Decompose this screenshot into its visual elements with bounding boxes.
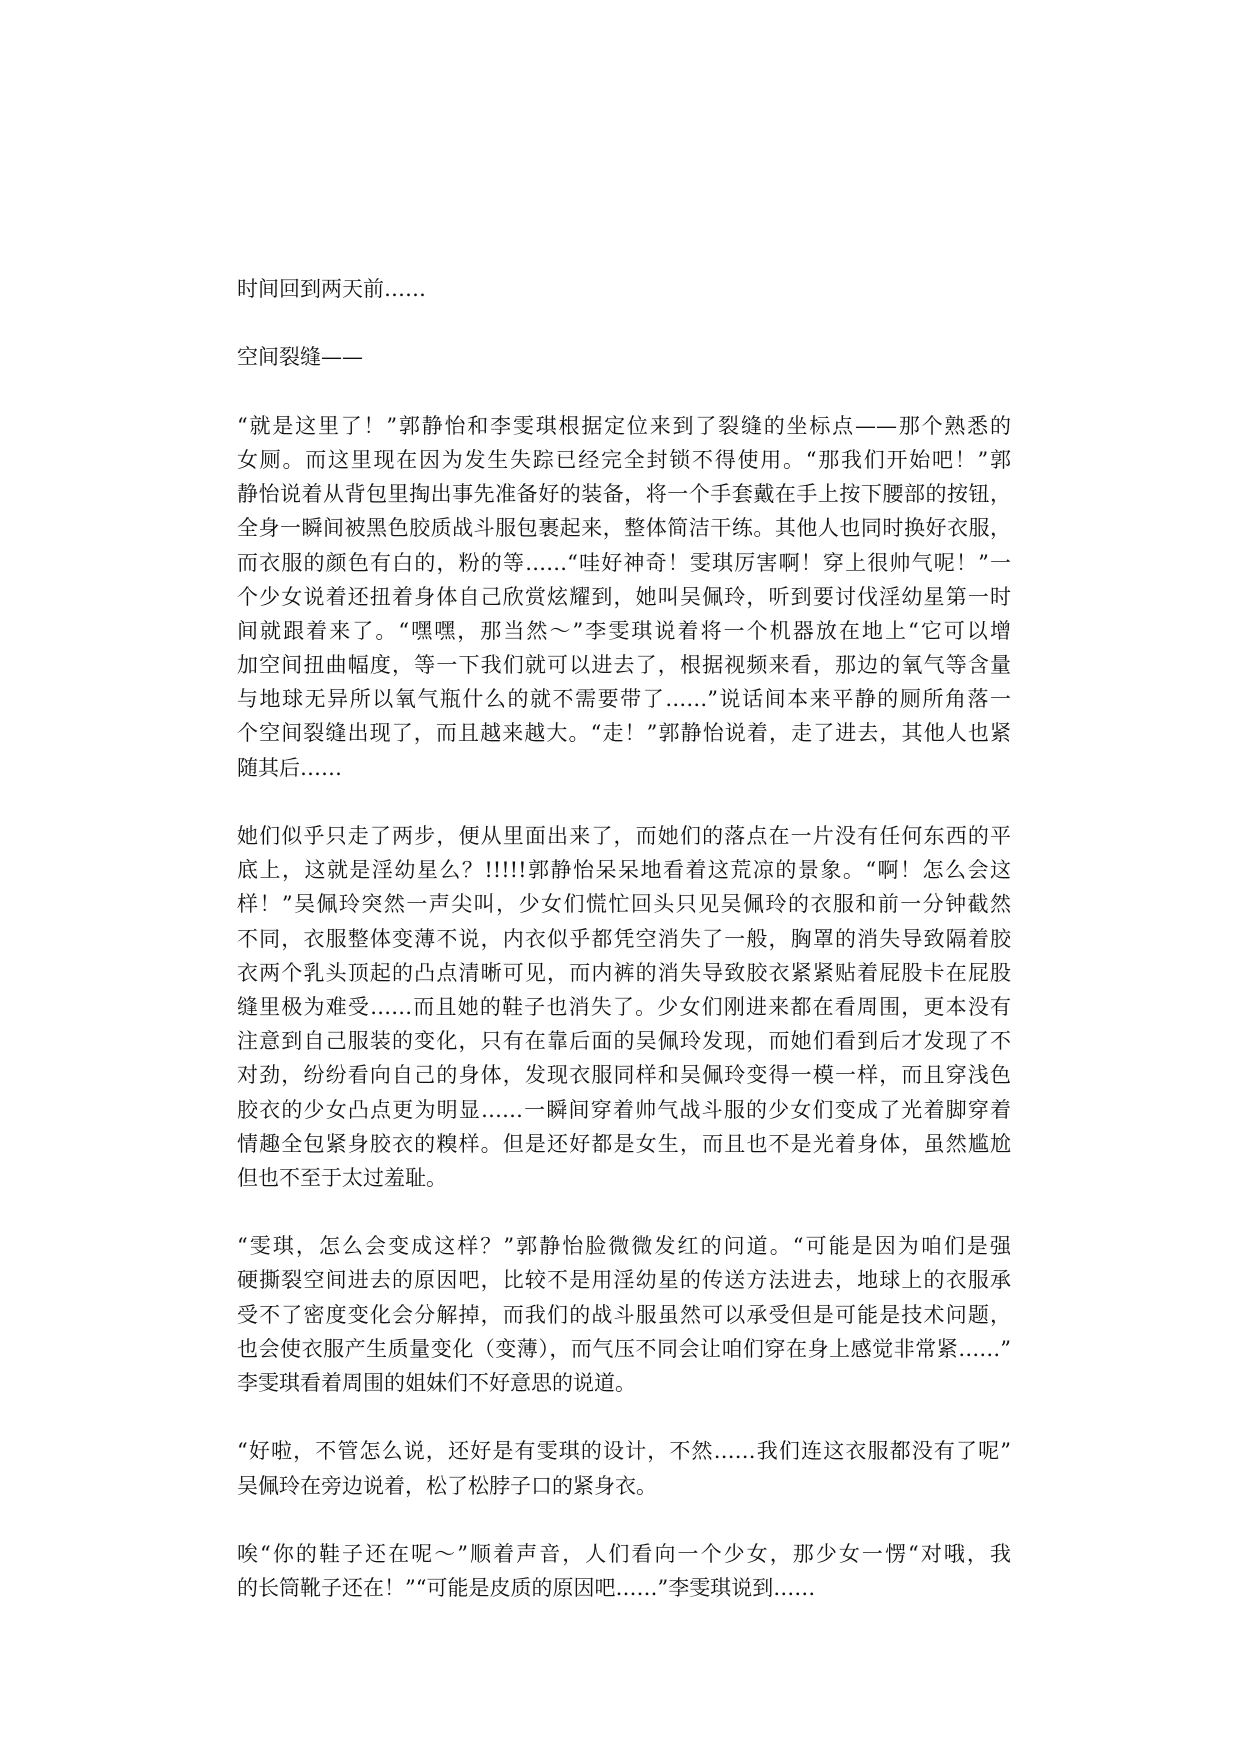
text-line: 注意到自己服装的变化，只有在靠后面的吴佩玲发现，而她们看到后才发现了不 <box>237 1029 1011 1054</box>
paragraph <box>237 272 1011 306</box>
text-line: 时间回到两天前…… <box>237 277 426 301</box>
paragraph <box>237 1537 1011 1605</box>
document-body <box>237 272 1011 1640</box>
text-line: 胶衣的少女凸点更为明显……一瞬间穿着帅气战斗服的少女们变成了光着脚穿着 <box>237 1097 1011 1122</box>
text-line: 底上，这就是淫幼星么？!!!!!郭静怡呆呆地看着这荒凉的景象。“啊！怎么会这 <box>237 858 1011 883</box>
text-line: 吴佩玲在旁边说着，松了松脖子口的紧身衣。 <box>237 1473 657 1498</box>
text-line: 间就跟着来了。“嘿嘿，那当然～”李雯琪说着将一个机器放在地上“它可以增 <box>237 618 1011 643</box>
text-line: “就是这里了！”郭静怡和李雯琪根据定位来到了裂缝的坐标点——那个熟悉的 <box>237 413 1011 438</box>
text-line: 随其后…… <box>237 755 342 780</box>
text-line: 情趣全包紧身胶衣的糗样。但是还好都是女生，而且也不是光着身体，虽然尴尬 <box>237 1131 1011 1156</box>
text-line: 她们似乎只走了两步，便从里面出来了，而她们的落点在一片没有任何东西的平 <box>237 824 1011 848</box>
text-line: 个少女说着还扭着身体自己欣赏炫耀到，她叫吴佩玲，听到要讨伐淫幼星第一时 <box>237 584 1011 609</box>
text-line: 加空间扭曲幅度，等一下我们就可以进去了，根据视频来看，那边的氧气等含量 <box>237 653 1011 678</box>
text-line: 样！”吴佩玲突然一声尖叫，少女们慌忙回头只见吴佩玲的衣服和前一分钟截然 <box>237 892 1011 917</box>
paragraph <box>237 409 1011 785</box>
text-line: 唉“你的鞋子还在呢～”顺着声音，人们看向一个少女，那少女一愣“对哦，我 <box>237 1541 1011 1566</box>
text-line: “雯琪，怎么会变成这样？”郭静怡脸微微发红的问道。“可能是因为咱们是强 <box>237 1234 1011 1259</box>
paragraph <box>237 1434 1011 1502</box>
text-line: 衣两个乳头顶起的凸点清晰可见，而内裤的消失导致胶衣紧紧贴着屁股卡在屁股 <box>237 960 1011 985</box>
text-line: 不同，衣服整体变薄不说，内衣似乎都凭空消失了一般，胸罩的消失导致隔着胶 <box>237 926 1011 951</box>
text-line: 个空间裂缝出现了，而且越来越大。“走！”郭静怡说着，走了进去，其他人也紧 <box>237 721 1011 746</box>
text-line: 硬撕裂空间进去的原因吧，比较不是用淫幼星的传送方法进去，地球上的衣服承 <box>237 1268 1011 1293</box>
paragraph <box>237 819 1011 1195</box>
paragraph <box>237 1229 1011 1400</box>
text-line: 空间裂缝—— <box>237 345 363 370</box>
text-line: 但也不至于太过羞耻。 <box>237 1165 447 1190</box>
text-line: 受不了密度变化会分解掉，而我们的战斗服虽然可以承受但是可能是技术问题， <box>237 1302 1011 1327</box>
paragraph <box>237 340 1011 374</box>
text-line: 全身一瞬间被黑色胶质战斗服包裹起来，整体简洁干练。其他人也同时换好衣服， <box>237 516 1011 541</box>
text-line: 的长筒靴子还在！”“可能是皮质的原因吧……”李雯琪说到…… <box>237 1576 816 1601</box>
text-line: 与地球无异所以氧气瓶什么的就不需要带了……”说话间本来平静的厕所角落一 <box>237 687 1011 712</box>
text-line: 女厕。而这里现在因为发生失踪已经完全封锁不得使用。“那我们开始吧！”郭 <box>237 447 1011 472</box>
text-line: 缝里极为难受……而且她的鞋子也消失了。少女们刚进来都在看周围，更本没有 <box>237 994 1011 1019</box>
text-line: 李雯琪看着周围的姐妹们不好意思的说道。 <box>237 1371 636 1395</box>
text-line: 也会使衣服产生质量变化（变薄），而气压不同会让咱们穿在身上感觉非常紧……” <box>237 1336 1011 1361</box>
text-line: 而衣服的颜色有白的，粉的等……“哇好神奇！雯琪厉害啊！穿上很帅气呢！”一 <box>237 550 1011 575</box>
text-line: 静怡说着从背包里掏出事先准备好的装备，将一个手套戴在手上按下腰部的按钮， <box>237 482 1011 507</box>
text-line: 对劲，纷纷看向自己的身体，发现衣服同样和吴佩玲变得一模一样，而且穿浅色 <box>237 1063 1011 1088</box>
text-line: “好啦，不管怎么说，还好是有雯琪的设计，不然……我们连这衣服都没有了呢” <box>237 1439 1011 1464</box>
